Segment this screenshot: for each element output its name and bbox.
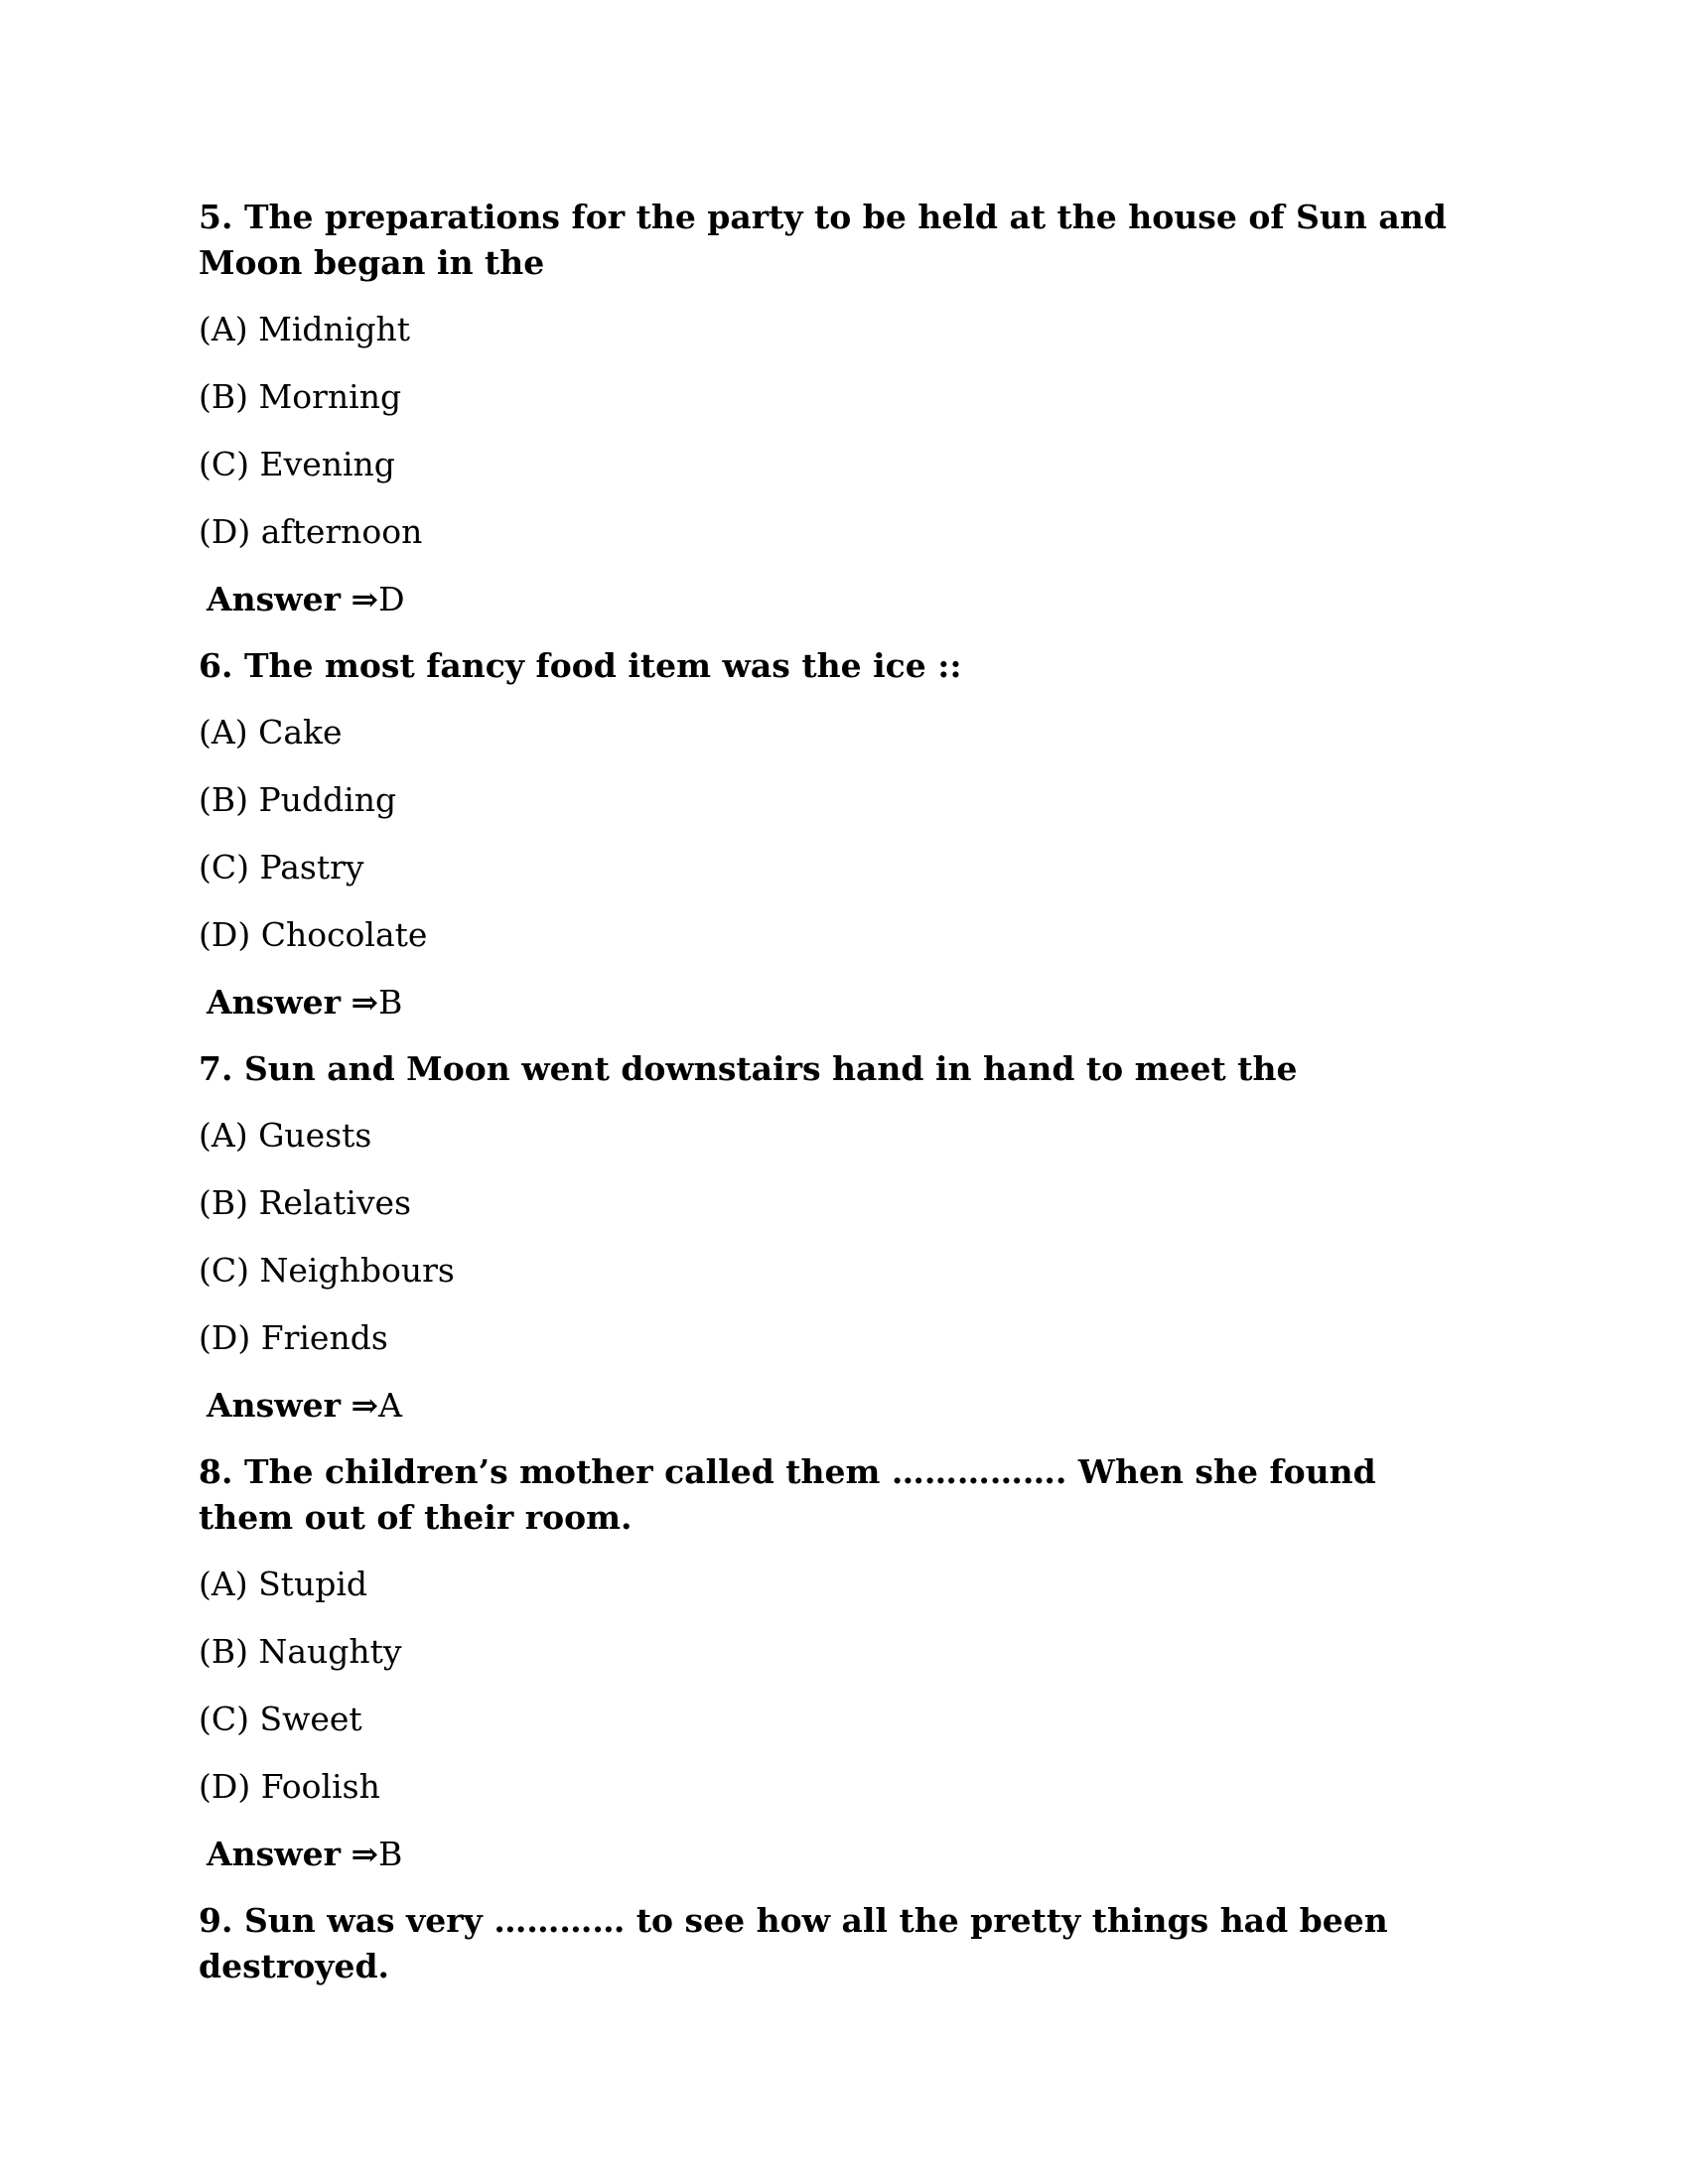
answer-line <box>207 576 1489 623</box>
option-b: (B) Relatives <box>199 1183 412 1222</box>
answer-arrow-icon: ⇒ <box>351 983 379 1022</box>
question-6 <box>199 643 1489 1026</box>
option-c: (C) Neighbours <box>199 1251 455 1290</box>
document-page <box>199 195 1489 2009</box>
question-5 <box>199 195 1489 623</box>
answer-label: Answer <box>207 580 341 618</box>
answer-value: B <box>378 1835 403 1873</box>
option-a: (A) Stupid <box>199 1565 367 1603</box>
answer-value: B <box>378 983 403 1022</box>
answer-label: Answer <box>207 1386 341 1425</box>
answer-arrow-icon: ⇒ <box>351 1835 379 1873</box>
option-c: (C) Sweet <box>199 1700 362 1738</box>
question-text: 8. The children’s mother called them ……………. When she found them out of their room. <box>199 1452 1376 1537</box>
option-a: (A) Guests <box>199 1116 372 1155</box>
option-d: (D) Chocolate <box>199 915 428 954</box>
option-c: (C) Evening <box>199 445 395 483</box>
question-text: 5. The preparations for the party to be held at the house of Sun and Moon began in the <box>199 198 1447 282</box>
option-b: (B) Naughty <box>199 1632 402 1671</box>
option-d: (D) Friends <box>199 1318 388 1357</box>
question-text: 6. The most fancy food item was the ice :: <box>199 646 962 685</box>
option-d: (D) afternoon <box>199 512 423 551</box>
option-d: (D) Foolish <box>199 1767 380 1806</box>
answer-line <box>207 979 1489 1026</box>
question-text: 9. Sun was very ………… to see how all the pretty things had been destroyed. <box>199 1901 1388 1985</box>
option-a: (A) Cake <box>199 713 343 751</box>
answer-label: Answer <box>207 983 341 1022</box>
question-9 <box>199 1898 1489 1989</box>
answer-label: Answer <box>207 1835 341 1873</box>
answer-line <box>207 1831 1489 1878</box>
option-c: (C) Pastry <box>199 848 364 887</box>
answer-value: D <box>378 580 405 618</box>
question-8 <box>199 1449 1489 1878</box>
answer-arrow-icon: ⇒ <box>351 580 379 618</box>
option-b: (B) Morning <box>199 377 402 416</box>
answer-value: A <box>378 1386 402 1425</box>
question-7 <box>199 1046 1489 1430</box>
option-b: (B) Pudding <box>199 780 397 819</box>
answer-line <box>207 1382 1489 1430</box>
answer-arrow-icon: ⇒ <box>351 1386 379 1425</box>
option-a: (A) Midnight <box>199 310 410 348</box>
question-text: 7. Sun and Moon went downstairs hand in hand to meet the <box>199 1049 1298 1088</box>
